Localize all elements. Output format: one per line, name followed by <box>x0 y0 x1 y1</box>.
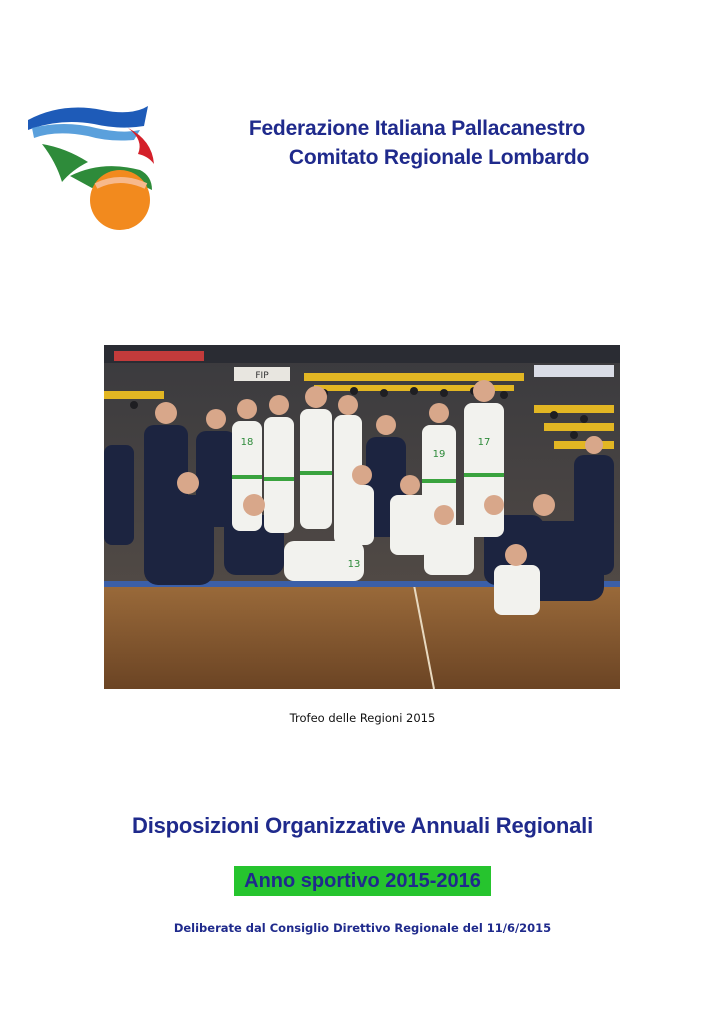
document-title: Disposizioni Organizzative Annuali Regionali <box>132 813 593 838</box>
regional-committee: Comitato Regionale Lombardo <box>288 146 590 169</box>
arena-banner: FIP <box>255 371 269 381</box>
jersey-number: 17 <box>477 437 491 448</box>
federation-header <box>200 114 640 172</box>
season-container <box>0 866 725 896</box>
season-label: Anno sportivo 2015-2016 <box>234 866 491 896</box>
team-photo <box>104 345 620 689</box>
jersey-number: 18 <box>240 437 254 448</box>
jersey-number: 13 <box>347 559 361 570</box>
jersey-number: 19 <box>432 449 446 460</box>
fip-logo <box>22 100 164 232</box>
resolution-note: Deliberate dal Consiglio Direttivo Regionale del 11/6/2015 <box>173 921 552 935</box>
federation-name: Federazione Italiana Pallacanestro <box>248 117 586 140</box>
photo-caption: Trofeo delle Regioni 2015 <box>289 711 436 725</box>
